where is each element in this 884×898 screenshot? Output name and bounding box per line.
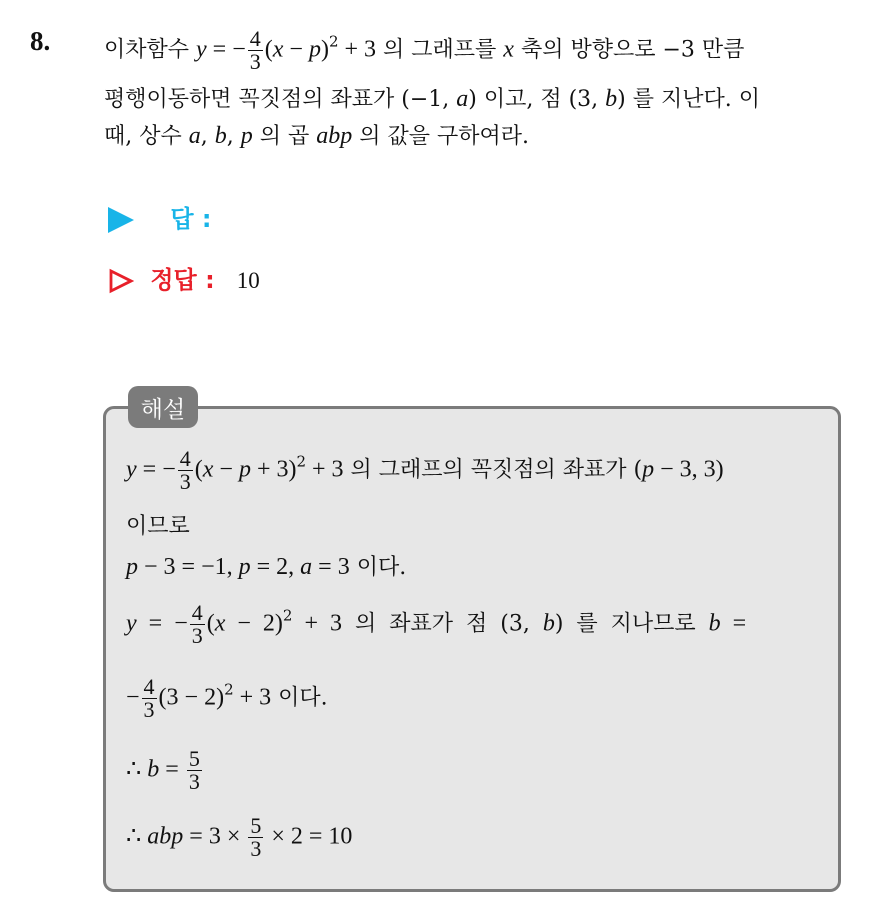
answer-row — [108, 199, 212, 234]
answer-label: 답 : — [170, 205, 212, 233]
question-line-1: 이차함수 y = − $\frac{4}{3}$ $(x - p)^2 + 3$ 의 그래프를 x 축의 방향으로 −3 만큼 — [104, 26, 745, 74]
fraction: $\frac{4}{3}$ — [249, 26, 261, 74]
explanation-line-3: p − 3 = −1, p = 2, a = 3 이다. — [126, 554, 407, 580]
correct-answer-row — [108, 260, 260, 295]
play-triangle-filled-icon — [108, 207, 134, 233]
question-line-2: 평행이동하면 꼭짓점의 좌표가 (−1, a) 이고, 점 (3, b) 를 지난다. 이 — [104, 86, 760, 112]
explanation-line-6: ∴ b = $\frac{5}{3}$ — [126, 746, 200, 794]
explanation-line-7: ∴ abp = 3 × $\frac{5}{3}$ × 2 = 10 — [126, 813, 353, 861]
correct-value: 10 — [236, 268, 260, 293]
explanation-line-5: − $\frac{4}{3}$ $(3 - 2)^2 + 3$ 이다. — [126, 674, 328, 722]
explanation-tab: 해설 — [128, 386, 198, 428]
play-triangle-outline-icon — [108, 268, 134, 294]
explanation-line-2: 이므로 — [126, 514, 190, 539]
question-number: 8. — [30, 26, 51, 56]
correct-label: 정답 : — [150, 266, 215, 294]
question-line-3: 때, 상수 a, b, p 의 곱 abp 의 값을 구하여라. — [104, 123, 529, 149]
explanation-line-4: y = − $\frac{4}{3}$ $(x - 2)^2 + 3$ 의 좌표가 점 (3, b) 를 지나므로 b = — [126, 600, 747, 648]
explanation-line-1: y = − $\frac{4}{3}$ $(x - p + 3)^2 + 3$ 의 그래프의 꼭짓점의 좌표가 (p − 3, 3) — [126, 446, 724, 494]
